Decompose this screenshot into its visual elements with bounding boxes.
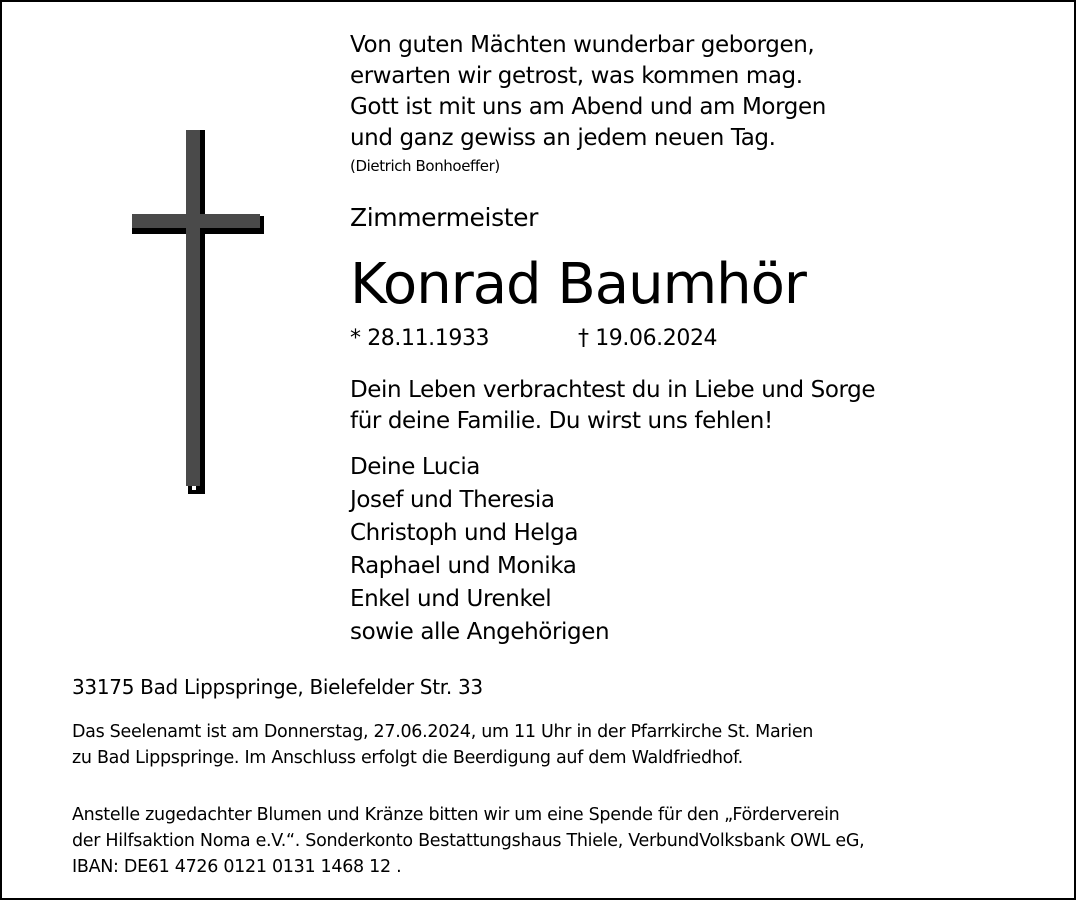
family-member: Raphael und Monika (350, 553, 577, 579)
family-member: Enkel und Urenkel (350, 586, 552, 612)
donation-line: IBAN: DE61 4726 0121 0131 1468 12 . (72, 857, 402, 877)
deceased-name: Konrad Baumhör (350, 252, 806, 317)
poem-line: erwarten wir getrost, was kommen mag. (350, 63, 803, 89)
life-dates (350, 326, 750, 356)
funeral-line: zu Bad Lippspringe. Im Anschluss erfolgt die Beerdigung auf dem Waldfriedhof. (72, 748, 743, 768)
death-date: † 19.06.2024 (578, 326, 718, 351)
tribute (350, 375, 875, 437)
family-member: Deine Lucia (350, 454, 481, 480)
poem-line: Von guten Mächten wunderbar geborgen, (350, 32, 815, 58)
family-list (350, 451, 609, 649)
donation-line: Anstelle zugedachter Blumen und Kränze bitten wir um eine Spende für den „Förderverein (72, 805, 840, 825)
donation-line: der Hilfsaktion Noma e.V.“. Sonderkonto Bestattungshaus Thiele, VerbundVolksbank OWL eG, (72, 831, 865, 851)
address: 33175 Bad Lippspringe, Bielefelder Str. 33 (72, 675, 483, 699)
funeral-line: Das Seelenamt ist am Donnerstag, 27.06.2024, um 11 Uhr in der Pfarrkirche St. Marien (72, 722, 814, 742)
poem-line: Gott ist mit uns am Abend und am Morgen (350, 94, 826, 120)
birth-date: * 28.11.1933 (350, 326, 490, 351)
family-member: sowie alle Angehörigen (350, 619, 610, 645)
tribute-line: für deine Familie. Du wirst uns fehlen! (350, 408, 773, 434)
poem (350, 30, 826, 154)
family-member: Christoph und Helga (350, 520, 579, 546)
tribute-line: Dein Leben verbrachtest du in Liebe und Sorge (350, 377, 876, 403)
profession: Zimmermeister (350, 203, 538, 232)
poem-line: und ganz gewiss an jedem neuen Tag. (350, 125, 776, 151)
poem-source: (Dietrich Bonhoeffer) (350, 157, 500, 175)
cross-icon (132, 130, 264, 494)
family-member: Josef und Theresia (350, 487, 555, 513)
donation-notice (72, 802, 864, 880)
funeral-notice (72, 719, 813, 771)
